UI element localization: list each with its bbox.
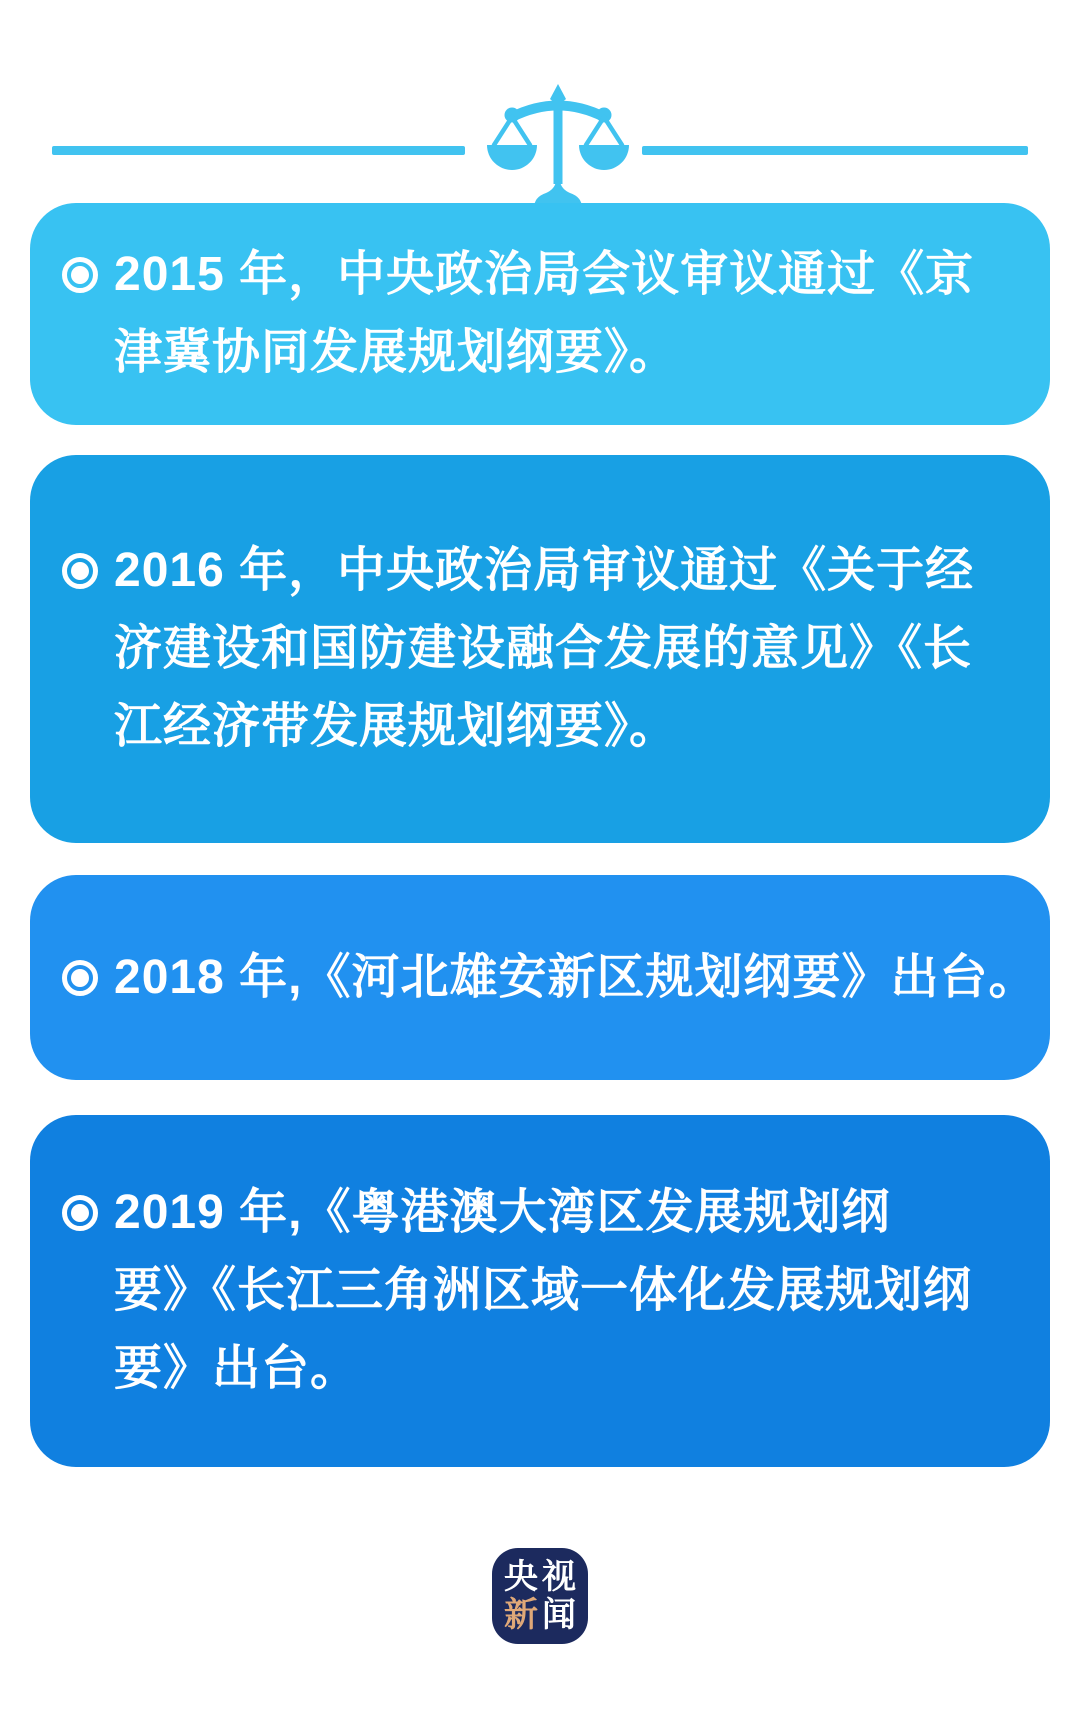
cctv-news-logo <box>492 1548 588 1644</box>
card-text-line: 2016 年，中央政治局审议通过《关于经 <box>114 544 975 597</box>
card-text-line: 江经济带发展规划纲要》。 <box>114 700 679 753</box>
logo-char-top-left: 央 <box>504 1558 538 1596</box>
bullet-icon <box>62 1195 98 1231</box>
bullet-icon <box>62 553 98 589</box>
timeline-card-2019 <box>30 1115 1050 1467</box>
timeline-card-2016 <box>30 455 1050 843</box>
bullet-icon <box>62 257 98 293</box>
card-text <box>114 1174 1014 1408</box>
timeline-card-2018 <box>30 875 1050 1080</box>
card-text-line: 要》出台。 <box>114 1342 360 1395</box>
card-text <box>114 939 1037 1017</box>
scales-of-justice-icon <box>484 84 632 208</box>
logo-char-top-right: 视 <box>542 1558 576 1596</box>
card-text-line: 济建设和国防建设融合发展的意见》《长 <box>114 622 973 675</box>
bullet-icon <box>62 960 98 996</box>
card-text-line: 2019 年,《粤港澳大湾区发展规划纲 <box>114 1186 891 1239</box>
timeline-card-2015 <box>30 203 1050 425</box>
logo-char-bottom-right: 闻 <box>542 1596 576 1634</box>
card-text-line: 2018 年,《河北雄安新区规划纲要》出台。 <box>114 950 1038 1004</box>
card-text-line: 津冀协同发展规划纲要》。 <box>114 326 679 379</box>
card-text <box>114 236 1014 392</box>
divider-line-left <box>52 146 465 155</box>
card-text <box>114 532 1014 766</box>
card-text-line: 要》《长江三角洲区域一体化发展规划纲 <box>114 1264 973 1317</box>
divider-line-right <box>642 146 1028 155</box>
logo-char-bottom-left: 新 <box>504 1596 538 1634</box>
card-text-line: 2015 年，中央政治局会议审议通过《京 <box>114 248 975 301</box>
